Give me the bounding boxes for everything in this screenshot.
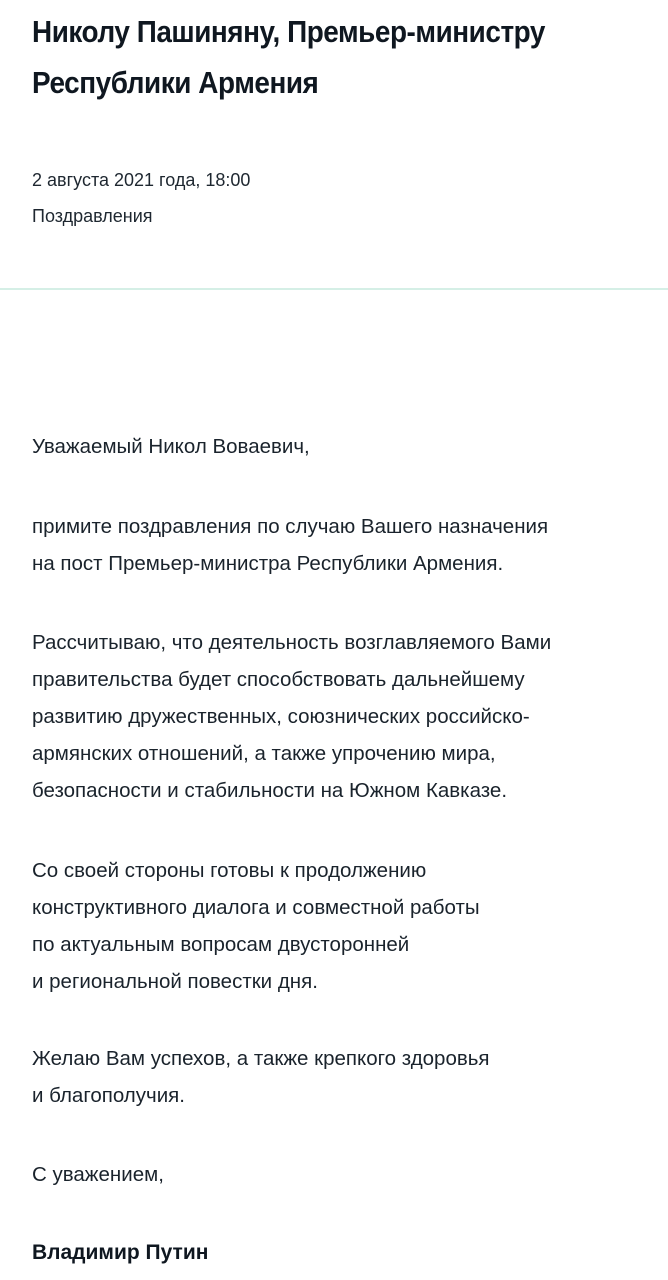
letter-line: Желаю Вам успехов, а также крепкого здоровья	[32, 1047, 490, 1070]
letter-closing: С уважением,	[32, 1163, 164, 1186]
header-divider	[0, 288, 668, 290]
letter-paragraph-3	[32, 852, 552, 1000]
letter-line: безопасности и стабильности на Южном Кавказе.	[32, 779, 508, 802]
letter-line: примите поздравления по случаю Вашего назначения	[32, 515, 549, 538]
page-title	[32, 6, 653, 108]
letter-line: по актуальным вопросам двусторонней	[32, 933, 410, 956]
letter-paragraph-1	[32, 508, 632, 582]
publication-date: 2 августа 2021 года, 18:00	[32, 170, 251, 190]
letter-line: Рассчитываю, что деятельность возглавляемого Вами	[32, 631, 552, 654]
page-title-line-2: Республики Армения	[32, 65, 319, 100]
letter-greeting: Уважаемый Никол Воваевич,	[32, 435, 310, 458]
letter-line: на пост Премьер-министра Республики Армения.	[32, 552, 504, 575]
category-link[interactable]: Поздравления	[32, 206, 153, 226]
page-title-line-1: Николу Пашиняну, Премьер-министру	[32, 14, 545, 49]
letter-paragraph-4	[32, 1040, 592, 1114]
letter-signature: Владимир Путин	[32, 1241, 209, 1264]
letter-paragraph-2	[32, 624, 632, 809]
letter-line: и региональной повестки дня.	[32, 970, 318, 993]
letter-line: развитию дружественных, союзнических российско-	[32, 705, 530, 728]
letter-line: Со своей стороны готовы к продолжению	[32, 859, 427, 882]
letter-line: конструктивного диалога и совместной работы	[32, 896, 480, 919]
letter-line: армянских отношений, а также упрочению мира,	[32, 742, 496, 765]
letter-line: правительства будет способствовать дальнейшему	[32, 668, 525, 691]
letter-line: и благополучия.	[32, 1084, 185, 1107]
